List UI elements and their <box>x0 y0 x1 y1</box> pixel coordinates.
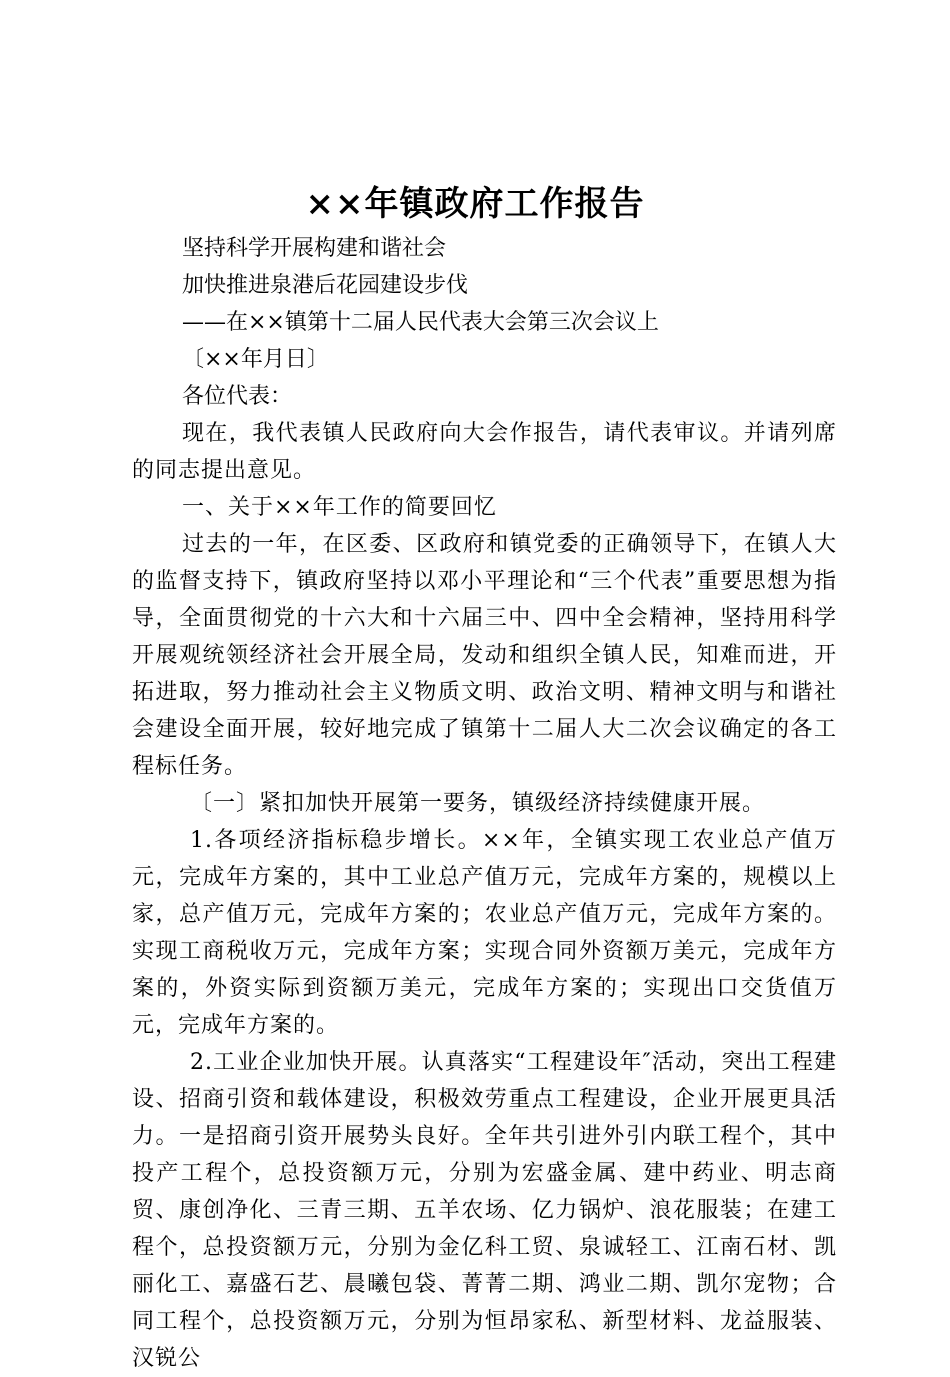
subtitle-line-1: 坚持科学开展构建和谐社会 <box>182 236 447 261</box>
paragraph-review: 过去的一年，在区委、区政府和镇党委的正确领导下，在镇人大的监督支持下，镇政府坚持以邓小平理论和“三个代表”重要思想为指导，全面贯彻党的十六大和十六届三中、四中全会精神，坚持用科学开展观统领经济社会开展全局，发动和组织全镇人民，知难而进，开拓进取，努力推动社会主义物质文明、政治文明、精神文明与和谐社会建设全面开展，较好地完成了镇第十二届人大二次会议确定的各工程标任务。 <box>132 532 837 779</box>
section-heading-1: 一、关于××年工作的简要回忆 <box>182 495 497 520</box>
paragraph-opening: 现在，我代表镇人民政府向大会作报告，请代表审议。并请列席的同志提出意见。 <box>132 421 837 483</box>
date-line: 〔××年月日〕 <box>182 347 329 372</box>
paragraph-economic-indicators: 1.各项经济指标稳步增长。××年，全镇实现工农业总产值万元，完成年方案的，其中工业总产值万元，完成年方案的，规模以上家，总产值万元，完成年方案的；农业总产值万元，完成年方案的。实现工商税收万元，完成年方案；实现合同外资额万美元，完成年方案的，外资实际到资额万美元，完成年方案的；实现出口交货值万元，完成年方案的。 <box>132 828 837 1038</box>
document-title: ××年镇政府工作报告 <box>305 184 645 224</box>
subsection-heading-1: 〔一〕紧扣加快开展第一要务，镇级经济持续健康开展。 <box>190 791 766 816</box>
speech-venue-line: ——在××镇第十二届人民代表大会第三次会议上 <box>182 310 659 335</box>
document-body <box>132 230 837 1377</box>
salutation: 各位代表： <box>182 384 293 409</box>
subtitle-line-2: 加快推进泉港后花园建设步伐 <box>182 273 469 298</box>
paragraph-industry-development: 2.工业企业加快开展。认真落实“工程建设年″活动，突出工程建设、招商引资和载体建设，积极效劳重点工程建设，企业开展更具活力。一是招商引资开展势头良好。全年共引进外引内联工程个，其中投产工程个，总投资额万元，分别为宏盛金属、建中药业、明志商贸、康创净化、三青三期、五羊农场、亿力锅炉、浪花服装；在建工程个，总投资额万元，分别为金亿科工贸、泉诚轻工、江南石材、凯丽化工、嘉盛石艺、晨曦包袋、菁菁二期、鸿业二期、凯尔宠物；合同工程个，总投资额万元，分别为恒昂家私、新型材料、龙益服装、汉锐公 <box>132 1050 837 1371</box>
